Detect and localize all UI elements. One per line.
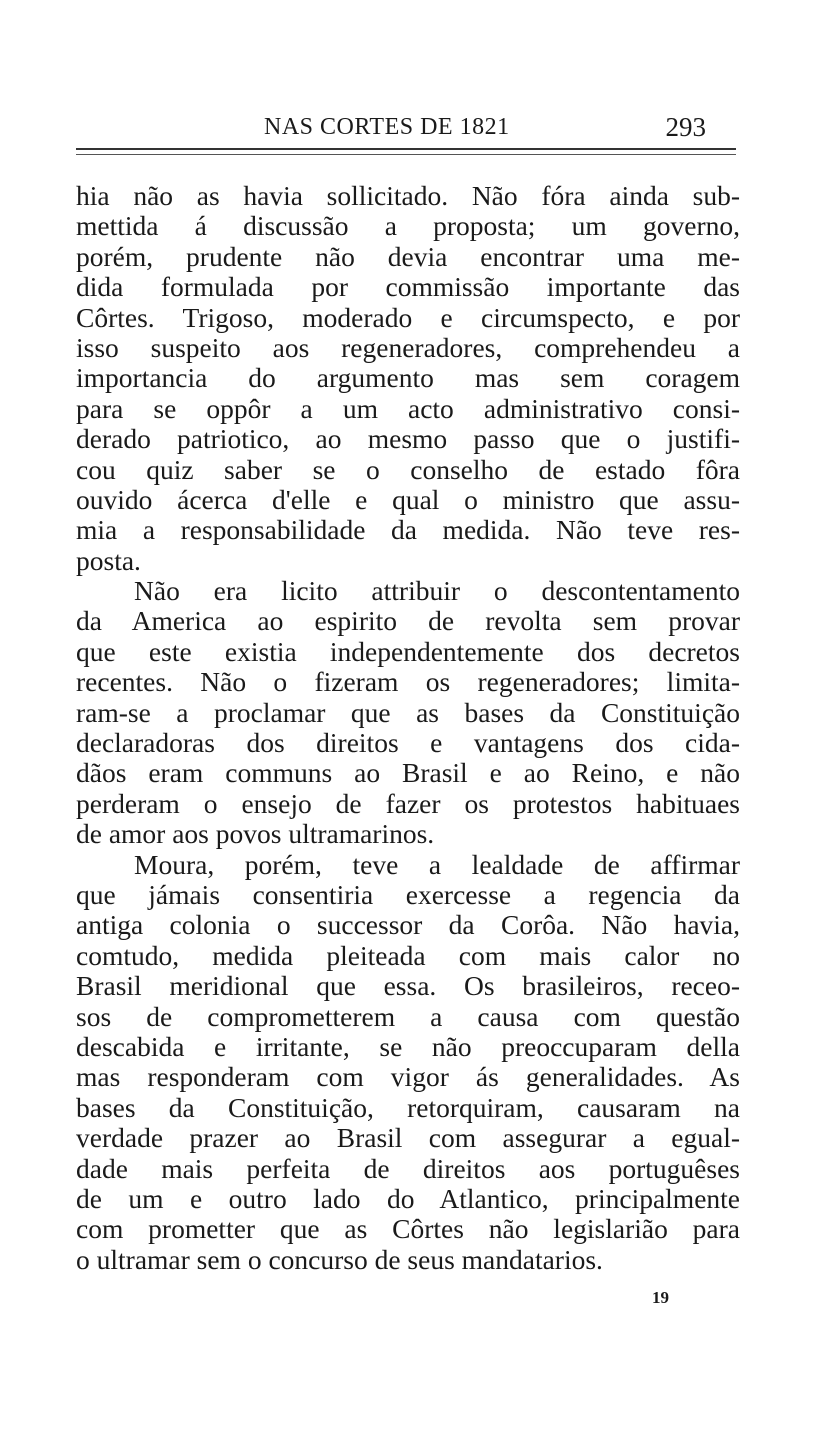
header-rule-thin [76,154,736,155]
text-line: descabida e irritante, se não preoccuparam della [76,1031,740,1062]
text-line: cou quiz saber se o conselho de estado fôra [76,454,740,485]
header-rule [76,148,736,150]
text-line: de amor aos povos ultramarinos. [76,819,435,850]
text-line: recentes. Não o fizeram os regeneradores; limita- [76,667,740,698]
text-line: que este existia independentemente dos decretos [76,636,740,667]
text-line: bases da Constituição, retorquiram, causaram na [76,1092,740,1123]
text-line: perderam o ensejo de fazer os protestos habituaes [76,788,740,819]
text-line: declaradoras dos direitos e vantagens dos cida- [76,728,740,759]
text-line: ouvido ácerca d'elle e qual o ministro que assu- [76,484,740,515]
text-line: Não era licito attribuir o descontentamento [134,576,740,607]
text-line: isso suspeito aos regeneradores, comprehendeu a [76,332,740,363]
paragraph [76,576,740,850]
text-line: verdade prazer ao Brasil com assegurar a egual- [76,1123,740,1154]
text-line: da America ao espirito de revolta sem provar [76,606,740,637]
paragraph [76,850,740,1275]
text-line: Brasil meridional que essa. Os brasileiros, receo- [76,971,740,1002]
paragraph [76,181,740,576]
text-line: Côrtes. Trigoso, moderado e circumspecto, e por [76,302,740,333]
text-line: ram-se a proclamar que as bases da Constituição [76,697,740,728]
body-text [76,181,740,1275]
text-line: sos de comprometterem a causa com questão [76,1001,740,1032]
text-line: de um e outro lado do Atlantico, principalmente [76,1183,740,1214]
text-line: porém, prudente não devia encontrar uma me- [76,241,740,272]
text-line: antiga colonia o successor da Corôa. Não havia, [76,910,740,941]
text-line: que jámais consentiria exercesse a regencia da [76,879,740,910]
text-line: para se oppôr a um acto administrativo consi- [76,393,740,424]
text-line: dãos eram communs ao Brasil e ao Reino, e não [76,758,740,789]
page-number: 293 [665,112,706,142]
text-line: derado patriotico, ao mesmo passo que o justifi- [76,424,740,455]
text-line: comtudo, medida pleiteada com mais calor no [76,940,740,971]
text-line: Moura, porém, teve a lealdade de affirmar [134,849,740,880]
text-line: mia a responsabilidade da medida. Não teve res- [76,515,740,546]
text-line: mas responderam com vigor ás generalidades. As [76,1062,740,1093]
text-line: o ultramar sem o concurso de seus mandatarios. [76,1244,603,1275]
text-line: dida formulada por commissão importante das [76,272,740,303]
text-line: com prometter que as Côrtes não legislarião para [76,1214,740,1245]
running-header [76,108,736,148]
text-line: hia não as havia sollicitado. Não fóra ainda sub- [76,181,740,211]
signature-mark: 19 [652,1288,669,1307]
text-line: posta. [76,545,141,576]
text-line: mettida á discussão a proposta; um governo, [76,211,740,242]
running-title: NAS CORTES DE 1821 [264,114,510,140]
text-line: importancia do argumento mas sem coragem [76,363,740,394]
text-line: dade mais perfeita de direitos aos portuguêses [76,1153,740,1184]
